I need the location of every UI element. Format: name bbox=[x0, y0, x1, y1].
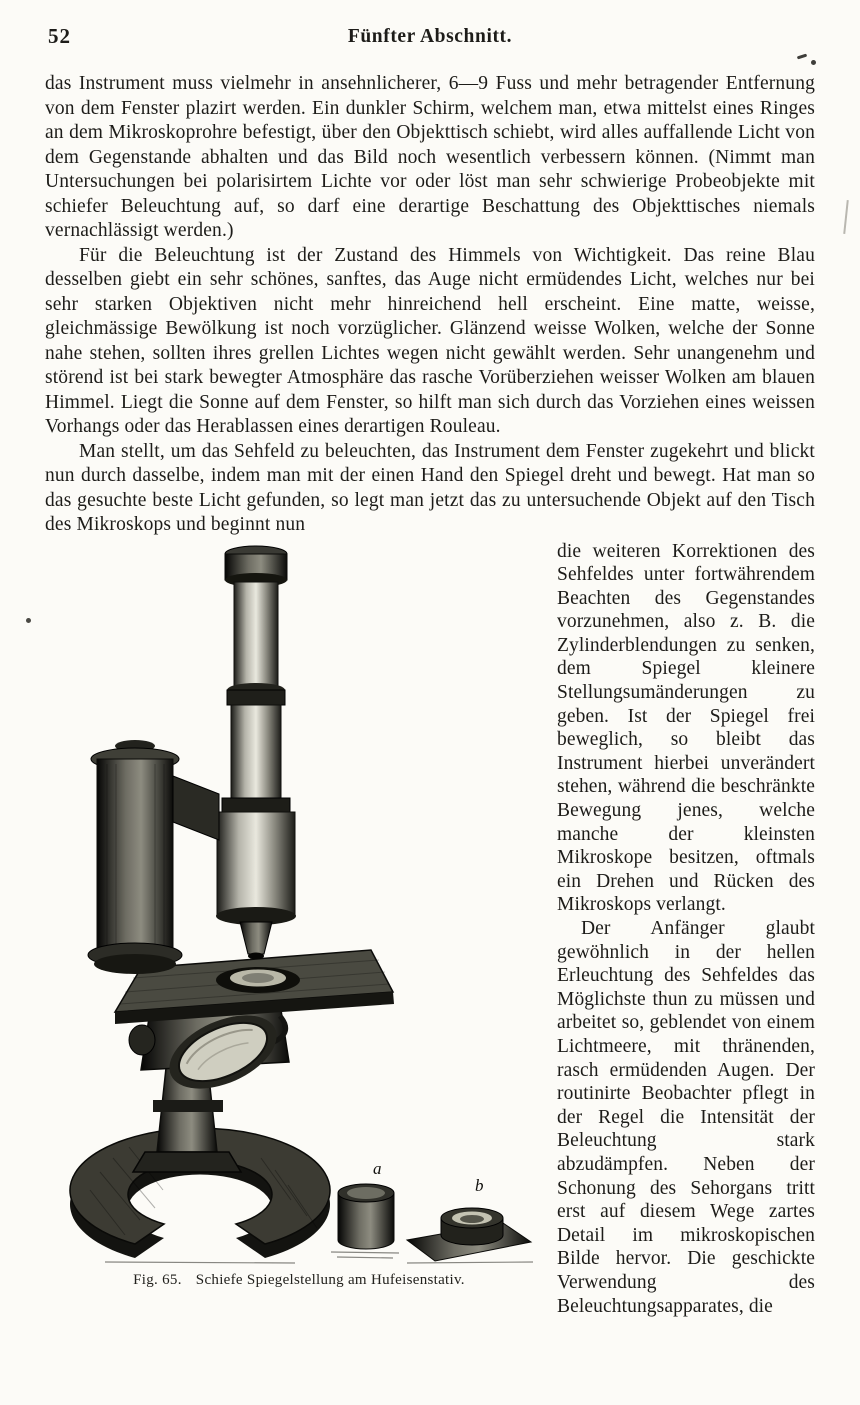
column-paragraph-1: die weiteren Korrektionen des Sehfeldes unter fortwährendem Beachten des Gegenstandes vorzunehmen, also z. B. die Zylinderblendungen zu senken, dem Spiegel kleinere Stellungsumänderungen zu geben. Ist der Spiegel frei beweglich, so bleibt das Instrument hierbei unverändert stehen, während die beschränkte Bewegung jenes, welche manche der kleinsten Mikroskope besitzen, oftmals ein Drehen und Rücken des Mikroskops verlangt. bbox=[557, 540, 815, 916]
ink-dot bbox=[811, 60, 816, 65]
page-number: 52 bbox=[48, 24, 71, 48]
figure-caption bbox=[45, 1272, 553, 1289]
page-header bbox=[0, 0, 860, 58]
figure-caption-label: Fig. 65. bbox=[133, 1271, 182, 1288]
section-title: Fünfter Abschnitt. bbox=[347, 26, 513, 47]
column-paragraph-2: Der Anfänger glaubt gewöhnlich in der hellen Erleuchtung des Sehfeldes das Möglichste thun zu müssen und arbeitet so, geblendet von einem Lichtmeere, mit thränenden, rasch ermüdenden Augen. Der routinirte Beobachter pflegt in der Regel die Intensität der Beleuchtung stark abzudämpfen. Neben der Schonung des Sehorgans tritt erst auf diesem Wege zartes Detail im mikroskopischen Bilde hervor. Die geschickte Verwendung des Beleuchtungsapparates, die bbox=[557, 918, 815, 1317]
pillar bbox=[88, 740, 219, 974]
figure-block bbox=[45, 540, 553, 1319]
paragraph-2: Für die Beleuchtung ist der Zustand des Himmels von Wichtigkeit. Das reine Blau desselben giebt ein sehr schönes, sanftes, das Auge nicht ermüdendes Licht, welches nur bei sehr starken Objektiven nicht mehr hinreichend hell erscheint. Eine matte, weisse, gleichmässige Bewölkung ist noch vorzüglicher. Glänzend weisse Wolken, welche der Sonne nahe stehen, sollten ihres grellen Lichtes wegen nicht gewählt werden. Sehr unangenehm und störend ist bei stark bewegter Atmosphäre das rasche Vorüberziehen weisser Wolken am blauen Himmel. Liegt die Sonne auf dem Fenster, so hilft man sich durch das Vorziehen eines weissen Vorhangs oder das Herablassen eines derartigen Rouleau. bbox=[45, 244, 815, 437]
microscope-figure bbox=[45, 540, 553, 1265]
ink-dot-margin bbox=[26, 618, 31, 623]
paragraph-3: Man stellt, um das Sehfeld zu beleuchten, das Instrument dem Fenster zugekehrt und blickt nun durch dasselbe, indem man mit der einen Hand den Spiegel dreht und bewegt. Hat man so das gesuchte beste Licht gefunden, so legt man jetzt das zu untersuchende Objekt auf den Tisch des Mikroskops und beginnt nun bbox=[45, 440, 815, 535]
figure-label-b: b bbox=[475, 1175, 484, 1195]
main-text bbox=[0, 58, 860, 538]
figure-caption-text: Schiefe Spiegelstellung am Hufeisenstativ. bbox=[195, 1271, 465, 1288]
body-tube bbox=[216, 546, 296, 960]
figure-and-column bbox=[0, 540, 860, 1319]
accessory-a bbox=[338, 1159, 394, 1249]
column-text bbox=[557, 540, 815, 1319]
figure-label-a: a bbox=[373, 1158, 382, 1178]
accessory-b bbox=[407, 1176, 531, 1261]
paragraph-1: das Instrument muss vielmehr in ansehnlicherer, 6—9 Fuss und mehr betragender Entfernung von dem Fenster plazirt werden. Ein dunkler Schirm, welchem man, etwa mittelst eines Ringes an dem Mikroskoprohre befestigt, über den Objekttisch schiebt, wird alles auffallende Licht von dem Gegenstande abhalten und das Bild noch wesentlich verbessern können. (Nimmt man Untersuchungen bei polarisirtem Lichte vor oder löst man sehr schwierige Probeobjekte mit schiefer Beleuchtung auf, so darf eine derartige Beschattung des Objekttisches niemals vernachlässigt werden.) bbox=[45, 73, 815, 241]
